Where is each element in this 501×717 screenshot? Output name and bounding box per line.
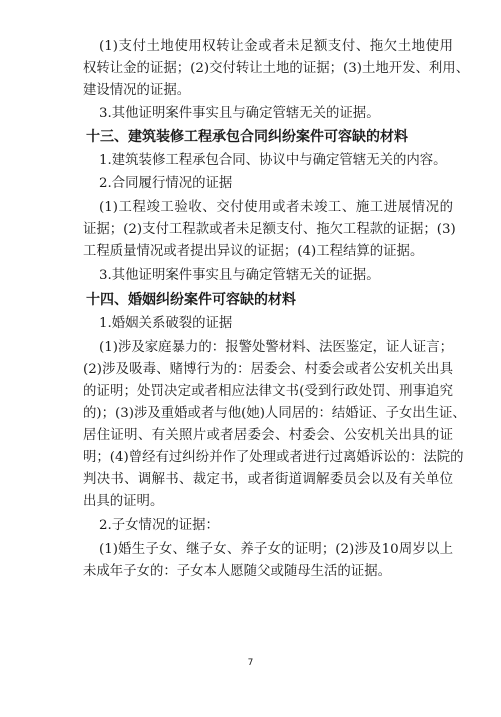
- text-line: 居住证明、有关照片或者居委会、村委会、公安机关出具的证: [83, 428, 453, 443]
- text-line: 1.建筑装修工程承包合同、协议中与确定管辖无关的内容。: [99, 153, 447, 168]
- text-line: 未成年子女的：子女本人愿随父或随母生活的证据。: [83, 564, 391, 579]
- text-line: 3.其他证明案件事实且与确定管辖无关的证据。: [99, 106, 380, 121]
- text-line: 证据；(2)支付工程款或者未足额支付、拖欠工程款的证据；(3): [83, 222, 456, 237]
- text-line: (1)工程竣工验收、交付使用或者未竣工、施工进展情况的: [99, 200, 453, 215]
- section-heading: 十四、婚姻纠纷案件可容缺的材料: [86, 292, 296, 308]
- text-line: 工程质量情况或者提出异议的证据；(4)工程结算的证据。: [83, 244, 424, 259]
- text-line: 1.婚姻关系破裂的证据: [99, 316, 233, 331]
- text-line: 的)；(3)涉及重婚或者与他(她)人同居的：结婚证、子女出生证、: [83, 406, 466, 421]
- text-line: 3.其他证明案件事实且与确定管辖无关的证据。: [99, 268, 380, 283]
- text-line: (2)涉及吸毒、赌博行为的：居委会、村委会或者公安机关出具: [83, 362, 453, 377]
- text-line: (1)婚生子女、继子女、养子女的证明；(2)涉及10周岁以上: [99, 542, 453, 557]
- text-line: (1)涉及家庭暴力的：报警处警材料、法医鉴定，证人证言；: [99, 340, 453, 355]
- text-line: 2.子女情况的证据：: [99, 518, 219, 533]
- text-line: 建设情况的证据。: [83, 83, 191, 98]
- text-line: (1)支付土地使用权转让金或者未足额支付、拖欠土地使用: [99, 39, 453, 54]
- text-line: 出具的证明。: [83, 494, 164, 509]
- text-line: 2.合同履行情况的证据: [99, 176, 233, 191]
- text-line: 权转让金的证据；(2)交付转让土地的证据；(3)土地开发、利用、: [83, 61, 470, 76]
- section-heading: 十三、建筑装修工程承包合同纠纷案件可容缺的材料: [86, 129, 408, 145]
- text-line: 明；(4)曾经有过纠纷并作了处理或者进行过离婚诉讼的：法院的: [83, 450, 464, 465]
- page-number: 7: [247, 658, 254, 668]
- text-line: 的证明；处罚决定或者相应法律文书(受到行政处罚、刑事追究: [83, 384, 453, 399]
- text-line: 判决书、调解书、裁定书，或者街道调解委员会以及有关单位: [83, 472, 453, 487]
